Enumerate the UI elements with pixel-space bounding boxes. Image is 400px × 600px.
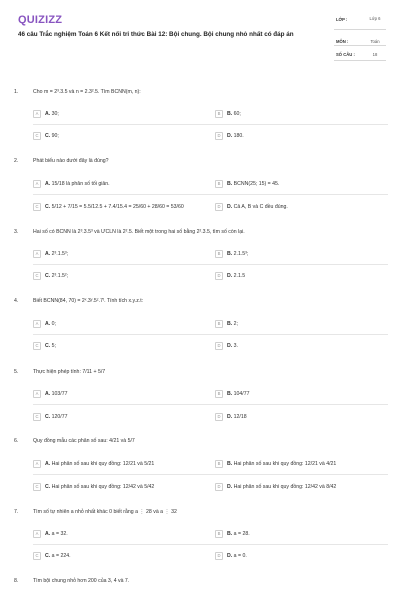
divider	[33, 334, 388, 335]
option-letter-box: A	[33, 180, 41, 188]
meta-label: SỐ CÂU :	[336, 52, 355, 57]
option-c[interactable]: C C. a = 224.	[33, 550, 71, 561]
option-d[interactable]: D D. 3.	[215, 340, 238, 351]
quizizz-logo: QUIZIZZ	[18, 14, 63, 26]
divider	[33, 194, 388, 195]
option-letter-box: A	[33, 460, 41, 468]
question-number: 6.	[14, 438, 19, 444]
option-b[interactable]: B B. a = 28.	[215, 528, 250, 539]
option-a[interactable]: A A. 103/77	[33, 388, 68, 399]
divider	[33, 124, 388, 125]
meta-row-subject	[334, 30, 386, 46]
option-letter-box: B	[215, 180, 223, 188]
option-b[interactable]: B B. 2.1.5³;	[215, 248, 248, 259]
option-b[interactable]: B B. Hai phân số sau khi quy đồng: 12/21 và 4/21	[215, 458, 336, 469]
option-letter-box: A	[33, 320, 41, 328]
question-number: 2.	[14, 158, 19, 164]
question-number: 3.	[14, 229, 19, 235]
option-letter-box: C	[33, 342, 41, 350]
question-number: 4.	[14, 298, 19, 304]
option-d[interactable]: D D. 180.	[215, 130, 244, 141]
page-title: 46 câu Trắc nghiệm Toán 6 Kết nối tri thức Bài 12: Bội chung. Bội chung nhỏ nhất có đáp án	[18, 31, 294, 38]
option-d[interactable]: D D. 12/18	[215, 411, 247, 422]
option-a[interactable]: A A. 2³.1.5³;	[33, 248, 68, 259]
option-a[interactable]: A A. 30;	[33, 108, 59, 119]
meta-row-class	[334, 14, 386, 30]
question-number: 5.	[14, 369, 19, 375]
option-a[interactable]: A A. a = 32.	[33, 528, 68, 539]
option-letter-box: C	[33, 132, 41, 140]
option-c[interactable]: C C. 5;	[33, 340, 56, 351]
divider	[33, 264, 388, 265]
option-d[interactable]: D D. a = 0.	[215, 550, 247, 561]
option-letter-box: B	[215, 320, 223, 328]
question-text: Cho m = 2³.3.5 và n = 2.3².5. Tìm BCNN(m, n):	[33, 89, 141, 95]
question-text: Hai số có BCNN là 2³.3.5³ và ƯCLN là 2².5. Biết một trong hai số bằng 2².3.5, tìm số còn lại.	[33, 229, 245, 235]
option-letter-box: C	[33, 272, 41, 280]
meta-row-count	[334, 46, 386, 61]
question-text: Tìm số tự nhiên a nhỏ nhất khác 0 biết rằng a ⋮ 28 và a ⋮ 32	[33, 509, 177, 515]
option-letter-box: B	[215, 460, 223, 468]
question-text: Phát biểu nào dưới đây là đúng?	[33, 158, 109, 164]
option-letter-box: C	[33, 552, 41, 560]
meta-label: LỚP :	[336, 17, 348, 22]
question-text: Tìm bội chung nhỏ hơn 200 của 3, 4 và 7.	[33, 578, 130, 584]
option-d[interactable]: D D. Cả A, B và C đều đúng.	[215, 201, 288, 212]
option-letter-box: D	[215, 342, 223, 350]
option-letter-box: A	[33, 390, 41, 398]
option-b[interactable]: B B. 104/77	[215, 388, 250, 399]
question-text: Quy đồng mẫu các phân số sau: 4/21 và 5/7	[33, 438, 135, 444]
option-letter-box: D	[215, 552, 223, 560]
option-letter-box: D	[215, 483, 223, 491]
option-b[interactable]: B B. BCNN(25; 15) = 45.	[215, 178, 279, 189]
divider	[33, 474, 388, 475]
meta-value: 18	[372, 52, 378, 57]
question-number: 1.	[14, 89, 19, 95]
option-letter-box: B	[215, 530, 223, 538]
meta-label: MÔN :	[336, 39, 349, 44]
option-c[interactable]: C C. 2³.1.5²;	[33, 270, 68, 281]
option-letter-box: D	[215, 132, 223, 140]
meta-value: Lớp 6	[369, 16, 381, 21]
meta-value: Toán	[370, 39, 380, 44]
option-letter-box: B	[215, 250, 223, 258]
option-letter-box: D	[215, 413, 223, 421]
option-a[interactable]: A A. 0;	[33, 318, 56, 329]
option-b[interactable]: B B. 2;	[215, 318, 238, 329]
divider	[33, 544, 388, 545]
meta-table	[334, 14, 386, 61]
question-number: 7.	[14, 509, 19, 515]
question-text: Thực hiện phép tính: 7/11 + 5/7	[33, 369, 106, 375]
option-letter-box: C	[33, 413, 41, 421]
option-c[interactable]: C C. Hai phân số sau khi quy đồng: 12/42 và 5/42	[33, 481, 154, 492]
question-number: 8.	[14, 578, 19, 584]
option-d[interactable]: D D. 2.1.5	[215, 270, 245, 281]
option-a[interactable]: A A. Hai phân số sau khi quy đồng: 12/21 và 5/21	[33, 458, 154, 469]
option-letter-box: B	[215, 110, 223, 118]
divider	[33, 404, 388, 405]
option-c[interactable]: C C. 120/77	[33, 411, 68, 422]
option-letter-box: C	[33, 203, 41, 211]
option-letter-box: D	[215, 203, 223, 211]
option-b[interactable]: B B. 60;	[215, 108, 241, 119]
option-c[interactable]: C C. 5/12 + 7/15 = 5.5/12.5 + 7.4/15.4 = 25/60 + 28/60 = 53/60	[33, 201, 184, 212]
document-header	[0, 0, 400, 78]
option-letter-box: C	[33, 483, 41, 491]
option-letter-box: A	[33, 110, 41, 118]
option-letter-box: B	[215, 390, 223, 398]
option-a[interactable]: A A. 15/18 là phân số tối giản.	[33, 178, 110, 189]
option-letter-box: A	[33, 250, 41, 258]
question-text: Biết BCNN(84, 70) = 2ˣ.3ʸ.5ᶻ.7ᵗ. Tính tích x.y.z.t:	[33, 298, 144, 304]
option-d[interactable]: D D. Hai phân số sau khi quy đồng: 12/42 và 8/42	[215, 481, 336, 492]
option-letter-box: D	[215, 272, 223, 280]
option-c[interactable]: C C. 90;	[33, 130, 59, 141]
option-letter-box: A	[33, 530, 41, 538]
